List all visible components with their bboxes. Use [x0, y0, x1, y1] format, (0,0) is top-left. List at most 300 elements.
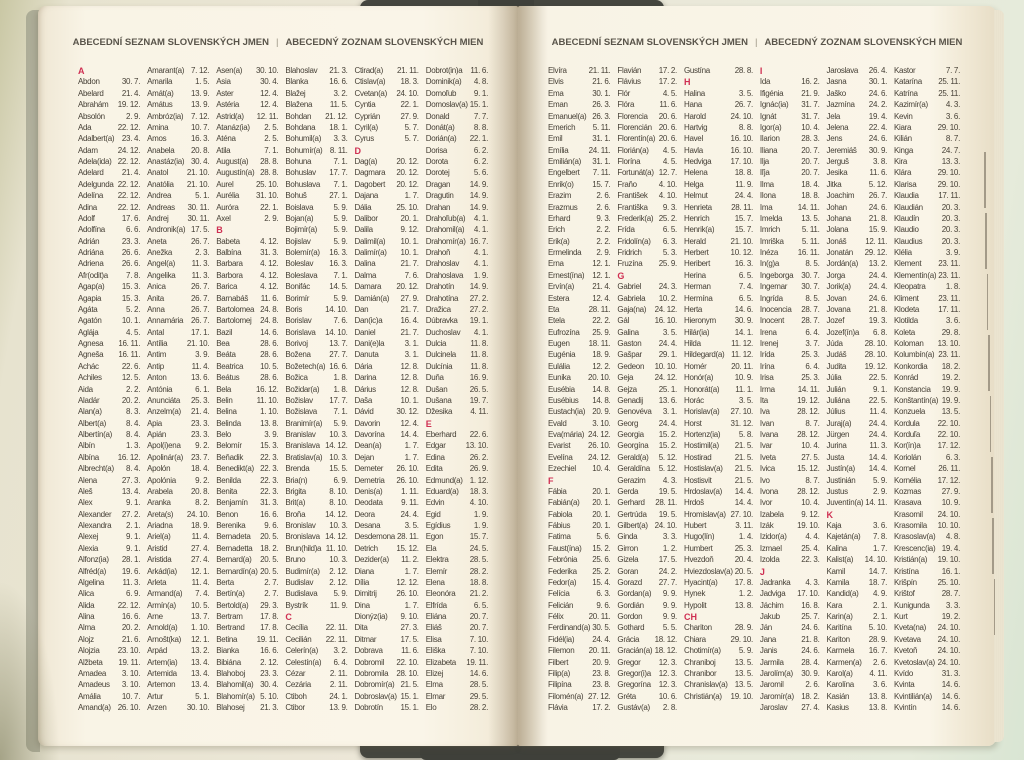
name-column: [216, 66, 278, 732]
name-entry: Genadij 13. 6.: [617, 395, 677, 405]
name-entry: Drahoľub(a) 4. 1.: [425, 213, 488, 223]
name-entry: Edita 26. 9.: [425, 464, 488, 474]
name-entry: Abrahám 19. 12.: [78, 100, 141, 110]
name-entry: Amand(a) 26. 10.: [78, 703, 141, 712]
name-entry: Belina 1. 10.: [216, 407, 279, 417]
letter-header: C: [285, 612, 292, 622]
name-entry: Júlia 22. 5.: [826, 373, 888, 383]
name-entry: Amát(a) 13. 9.: [147, 88, 210, 98]
name-entry: Izidor(a) 4. 4.: [759, 532, 820, 542]
name-entry: Barnabáš 11. 6.: [216, 293, 279, 303]
name-entry: Alojz 21. 6.: [78, 634, 141, 644]
name-entry: Gorazd 27. 7.: [617, 577, 677, 587]
name-entry: Justinián 5. 9.: [826, 475, 888, 485]
name-entry: Jurina 11. 3.: [826, 441, 888, 451]
name-entry: Bonifác 14. 5.: [285, 282, 348, 292]
name-entry: Artemon 13. 4.: [147, 680, 210, 690]
name-entry: Jorga 24. 4.: [826, 270, 888, 280]
name-entry: Apolinár(a) 23. 7.: [147, 452, 210, 462]
name-entry: Havel 16. 10.: [683, 134, 753, 144]
name-entry: Balbína 31. 3.: [216, 248, 279, 257]
name-entry: Bea 28. 6.: [216, 339, 279, 348]
letter-header: D: [354, 145, 362, 156]
name-entry: Dobroslav(a) 15. 1.: [354, 691, 419, 701]
name-entry: Amarila 1. 5.: [147, 77, 210, 87]
name-entry: Gabriel 24. 3.: [617, 282, 677, 292]
name-entry: Eugénia 18. 9.: [548, 350, 611, 360]
name-entry: Elena 18. 8.: [425, 577, 488, 587]
thumb-notch: [988, 335, 990, 391]
name-entry: Deora 24. 4.: [354, 509, 419, 519]
name-entry: Chranislav(a) 13. 5.: [683, 680, 753, 690]
name-entry: Honór(a) 10. 9.: [683, 373, 753, 383]
name-entry: Gerald(a) 5. 12.: [617, 452, 677, 462]
name-entry: Ermelinda 2. 9.: [548, 248, 611, 257]
name-entry: Anzelm(a) 21. 4.: [147, 407, 210, 417]
name-entry: Bohdana 18. 1.: [285, 122, 348, 132]
name-entry: Drahoslav 4. 1.: [425, 259, 488, 269]
name-entry: Ervín(a) 21. 4.: [548, 282, 611, 292]
name-entry: Bianka 16. 6.: [216, 646, 279, 656]
name-entry: Ctirad(a) 21. 11.: [354, 66, 419, 75]
thumb-notch: [994, 579, 996, 635]
name-entry: Božetech(a) 16. 6.: [285, 361, 348, 371]
name-column: [548, 66, 610, 732]
name-entry: Antónia 6. 1.: [147, 384, 210, 394]
name-entry: Gaja(na) 24. 12.: [617, 304, 677, 314]
name-entry: Koleta 29. 8.: [894, 327, 960, 337]
name-entry: Fidél(ia) 24. 4.: [548, 634, 611, 644]
name-entry: Alida 22. 12.: [78, 600, 141, 610]
name-entry: Dan 21. 7.: [354, 304, 419, 314]
name-entry: Enrik(o) 15. 7.: [548, 179, 611, 189]
name-entry: Borislava 14. 10.: [285, 327, 348, 337]
header-slovak: ABECEDNÝ ZOZNAM SLOVENSKÝCH MIEN: [285, 37, 484, 48]
name-entry: Jadranka 4. 3.: [759, 577, 820, 587]
name-entry: Boris 14. 10.: [285, 304, 348, 314]
name-entry: Demeter 26. 10.: [354, 464, 419, 474]
name-entry: Faust(ína) 15. 2.: [548, 543, 611, 553]
name-entry: Ima 14. 11.: [759, 202, 820, 212]
name-entry: Fábia 20. 1.: [548, 486, 611, 496]
name-entry: Izolda 22. 3.: [759, 555, 820, 565]
name-entry: Amos 16. 3.: [147, 134, 210, 144]
name-entry: Irma 14. 11.: [759, 384, 820, 394]
name-entry: Benita 22. 3.: [216, 486, 279, 496]
name-entry: Brenda 15. 5.: [285, 464, 348, 474]
name-entry: Kornel 26. 11.: [894, 464, 960, 474]
name-entry: Dobromír(a) 21. 5.: [354, 680, 419, 690]
name-entry: Františka 9. 3.: [617, 202, 677, 212]
name-entry: Ariel(a) 11. 4.: [147, 532, 210, 542]
name-entry: Dalimír(a) 10. 1.: [354, 248, 419, 257]
name-entry: Bystrík 11. 9.: [285, 600, 348, 610]
name-entry: Babeta 4. 12.: [216, 236, 279, 246]
name-column: [78, 66, 140, 732]
name-entry: Horác 3. 5.: [683, 395, 753, 405]
letter-header: B: [216, 225, 223, 236]
name-entry: Florián(a) 4. 5.: [617, 145, 677, 155]
name-entry: Felicián 9. 6.: [548, 600, 611, 610]
name-entry: Gerda 19. 5.: [617, 486, 677, 496]
name-entry: Erazim 2. 6.: [548, 191, 611, 201]
name-entry: Cyprián 27. 9.: [354, 111, 419, 121]
name-entry: Flavián 17. 2.: [617, 66, 677, 75]
name-entry: Humbert 25. 3.: [683, 543, 753, 553]
name-entry: Krescenc(ia) 19. 4.: [894, 543, 960, 553]
name-entry: Erazmus 2. 6.: [548, 202, 611, 212]
name-entry: Arkád(ia) 12. 1.: [147, 566, 210, 576]
name-entry: Amadea 3. 10.: [78, 668, 141, 678]
name-entry: Blažena 11. 5.: [285, 100, 348, 110]
name-entry: Dezider(a) 11. 2.: [354, 555, 419, 565]
name-entry: Beatrica 10. 5.: [216, 361, 279, 371]
name-entry: Cyntia 22. 1.: [354, 100, 419, 110]
name-entry: Klotilda 3. 6.: [894, 316, 960, 326]
name-entry: Dulcia 11. 8.: [425, 339, 488, 348]
name-entry: Jonatán 29. 12.: [826, 248, 888, 257]
name-entry: Imelda 13. 5.: [759, 213, 820, 223]
name-entry: Kornélia 17. 12.: [894, 475, 960, 485]
name-entry: Frederik(a) 25. 2.: [617, 213, 677, 223]
name-entry: Albín 1. 3.: [78, 441, 141, 451]
name-entry: Algelina 11. 3.: [78, 577, 141, 587]
name-entry: Georgína 15. 2.: [617, 441, 677, 451]
name-entry: Irena 6. 4.: [759, 327, 820, 337]
name-entry: Klement 23. 11.: [894, 259, 960, 269]
name-entry: Arne 13. 7.: [147, 612, 210, 621]
name-entry: Elvis 21. 6.: [548, 77, 611, 87]
name-entry: Kozmas 27. 9.: [894, 486, 960, 496]
name-entry: Jovana 21. 8.: [826, 304, 888, 314]
name-entry: Kor(ín)a 17. 12.: [894, 441, 960, 451]
name-entry: Jesika 11. 6.: [826, 168, 888, 178]
name-entry: Krasava 10. 9.: [894, 498, 960, 508]
name-entry: Anatol 21. 10.: [147, 168, 210, 178]
name-entry: Halina 3. 5.: [683, 88, 753, 98]
name-entry: Dagobert 20. 12.: [354, 179, 419, 189]
name-entry: Krištof 28. 7.: [894, 589, 960, 599]
name-entry: Helena 18. 8.: [683, 168, 753, 178]
name-entry: Celestín(a) 6. 4.: [285, 657, 348, 667]
name-entry: Benjamín 31. 3.: [216, 498, 279, 508]
name-entry: Irína 6. 4.: [759, 361, 820, 371]
name-entry: Budislava 5. 9.: [285, 589, 348, 599]
name-entry: Bohuna 7. 1.: [285, 157, 348, 166]
name-entry: Ada 22. 12.: [78, 122, 141, 132]
name-entry: Anastáz(ia) 30. 4.: [147, 157, 210, 166]
letter-header: A: [78, 66, 85, 76]
name-entry: Goran 24. 2.: [617, 566, 677, 576]
name-entry: Gilbert(a) 24. 10.: [617, 521, 677, 530]
name-entry: Angelika 11. 3.: [147, 270, 210, 280]
name-entry: Izák 19. 10.: [759, 521, 820, 530]
header-czech: ABECEDNÍ SEZNAM SLOVENSKÝCH JMEN: [551, 37, 748, 48]
name-entry: Hostimil(a) 21. 5.: [683, 441, 753, 451]
name-entry: Alfréd(a) 19. 6.: [78, 566, 141, 576]
name-entry: Koloman 13. 10.: [894, 339, 960, 348]
name-entry: Ingemar 30. 7.: [759, 282, 820, 292]
name-entry: Judita 19. 12.: [826, 361, 888, 371]
name-entry: Emilián(a) 31. 1.: [548, 157, 611, 166]
name-entry: František 4. 10.: [617, 191, 677, 201]
name-entry: Bohumír(a) 8. 11.: [285, 145, 348, 155]
name-entry: Eberhard 22. 6.: [425, 430, 488, 439]
name-entry: Bartolomea 24. 8.: [216, 304, 279, 314]
name-entry: Fruzína 25. 9.: [617, 259, 677, 269]
name-entry: Johan 24. 6.: [826, 202, 888, 212]
name-entry: Albína 16. 12.: [78, 452, 141, 462]
name-entry: Antim 3. 9.: [147, 350, 210, 360]
name-entry: Dalimil(a) 10. 1.: [354, 236, 419, 246]
name-entry: Jarolím(a) 30. 9.: [759, 668, 820, 678]
name-entry: Gerazim 4. 3.: [617, 475, 677, 485]
name-entry: Armín(a) 10. 5.: [147, 600, 210, 610]
name-entry: Chotimír(a) 5. 9.: [683, 646, 753, 656]
name-entry: Katrína 25. 11.: [894, 88, 960, 98]
name-entry: Inéza 16. 11.: [759, 248, 820, 257]
name-entry: Abelard 21. 4.: [78, 88, 141, 98]
name-entry: Kristián(a) 19. 10.: [894, 555, 960, 565]
left-page: [38, 6, 518, 746]
name-entry: Berta 2. 7.: [216, 577, 279, 587]
name-entry: Angel(a) 11. 3.: [147, 259, 210, 269]
name-entry: Klaudia 17. 11.: [894, 191, 960, 201]
name-entry: Helga 11. 9.: [683, 179, 753, 189]
name-entry: Adelgunda 22. 12.: [78, 179, 141, 189]
name-entry: Erna 12. 1.: [548, 259, 611, 269]
name-entry: Bernadeta 20. 5.: [216, 532, 279, 542]
name-entry: Kleopatra 1. 8.: [894, 282, 960, 292]
name-entry: Albrecht(a) 8. 4.: [78, 464, 141, 474]
name-entry: Aristid 27. 4.: [147, 543, 210, 553]
name-column: [894, 66, 960, 732]
name-entry: Arpád 13. 2.: [147, 646, 210, 656]
name-entry: Džesika 4. 11.: [425, 407, 488, 417]
name-entry: Astrid(a) 12. 11.: [216, 111, 279, 121]
name-entry: Karin(a) 2. 1.: [826, 612, 888, 621]
name-entry: Amadeus 3. 10.: [78, 680, 141, 690]
letter-header: K: [826, 509, 833, 520]
name-entry: Duňa 16. 9.: [425, 373, 488, 383]
name-entry: Gregorína 12. 3.: [617, 680, 677, 690]
name-entry: Cvetan(a) 24. 10.: [354, 88, 419, 98]
name-entry: Hyacint(a) 17. 8.: [683, 577, 753, 587]
name-entry: Klementín(a) 23. 11.: [894, 270, 960, 280]
name-entry: Damara 20. 12.: [354, 282, 419, 292]
name-entry: Hromislav(a) 27. 10.: [683, 509, 753, 519]
name-entry: Kastor 7. 7.: [894, 66, 960, 75]
name-entry: Hostisvit 21. 5.: [683, 475, 753, 485]
name-entry: Erhard 9. 3.: [548, 213, 611, 223]
name-entry: Kamil 14. 7.: [826, 566, 888, 576]
right-page-name-columns: [548, 66, 960, 732]
name-entry: Henrieta 28. 11.: [683, 202, 753, 212]
name-entry: Krasomil 24. 10.: [894, 509, 960, 519]
name-entry: Klaudián 20. 3.: [894, 202, 960, 212]
name-entry: Atila 7. 1.: [216, 145, 279, 155]
name-entry: Elvíra 21. 11.: [548, 66, 611, 75]
name-entry: Emília 24. 11.: [548, 145, 611, 155]
name-entry: Adelína 22. 12.: [78, 191, 141, 201]
name-entry: Flór 4. 5.: [617, 88, 677, 98]
name-entry: Herald 21. 10.: [683, 236, 753, 246]
name-entry: Adelard 21. 4.: [78, 168, 141, 178]
name-column: [617, 66, 677, 732]
thumb-notch: [990, 396, 992, 452]
name-entry: Absolón 2. 9.: [78, 111, 141, 121]
name-entry: Božica 1. 8.: [285, 373, 348, 383]
thumb-notch: [992, 518, 994, 574]
name-entry: Klára 29. 10.: [894, 168, 960, 178]
name-entry: Arzen 30. 10.: [147, 703, 210, 712]
name-entry: Jürgen 24. 4.: [826, 430, 888, 439]
name-entry: Geraldína 5. 12.: [617, 464, 677, 474]
name-entry: Engelbert 7. 11.: [548, 168, 611, 178]
name-entry: Dobrava 11. 6.: [354, 646, 419, 656]
name-entry: Girron 1. 2.: [617, 543, 677, 553]
letter-header: E: [425, 418, 432, 429]
name-entry: Kinga 24. 7.: [894, 145, 960, 155]
name-entry: Klélia 3. 9.: [894, 248, 960, 257]
name-entry: Jovan 24. 6.: [826, 293, 888, 303]
name-entry: Gaston 24. 4.: [617, 339, 677, 348]
name-entry: Konštantín(a) 19. 9.: [894, 395, 960, 405]
name-entry: Eunika 20. 10.: [548, 373, 611, 383]
name-entry: Hortenz(ia) 5. 8.: [683, 430, 753, 439]
name-entry: Ernest(ína) 12. 1.: [548, 270, 611, 280]
name-entry: Albert(a) 8. 4.: [78, 418, 141, 428]
name-entry: Hubert 3. 11.: [683, 521, 753, 530]
name-entry: Ignát 31. 7.: [759, 111, 820, 121]
name-entry: Elizabeta 19. 11.: [425, 657, 488, 667]
name-entry: Dobromil 22. 10.: [354, 657, 419, 667]
name-entry: Bazil 14. 6.: [216, 327, 279, 337]
name-entry: Kunigunda 3. 3.: [894, 600, 960, 610]
name-entry: Gothard 5. 5.: [617, 623, 677, 633]
name-entry: Janis 24. 6.: [759, 646, 820, 656]
name-entry: Gregor(i)a 12. 3.: [617, 668, 677, 678]
name-entry: Dan(ic)a 16. 4.: [354, 316, 419, 326]
name-entry: Boislava 5. 9.: [285, 202, 348, 212]
name-entry: Daniel 21. 7.: [354, 327, 419, 337]
name-entry: Gál 16. 10.: [617, 316, 677, 326]
name-entry: Amátus 13. 9.: [147, 100, 210, 110]
name-entry: Hviezdoslav(a) 20. 5.: [683, 566, 753, 576]
name-entry: Alena 27. 3.: [78, 475, 141, 485]
name-entry: Adriena 26. 6.: [78, 259, 141, 269]
name-entry: Annamária 26. 7.: [147, 316, 210, 326]
name-entry: Jeremiáš 30. 9.: [826, 145, 888, 155]
name-entry: Achác 22. 6.: [78, 361, 141, 371]
name-entry: Dionýz(ia) 9. 10.: [354, 612, 419, 621]
name-entry: Justus 2. 9.: [826, 486, 888, 496]
name-entry: Andrea 5. 1.: [147, 191, 210, 201]
name-entry: Agap(a) 15. 3.: [78, 282, 141, 292]
name-entry: Gustáv(a) 2. 8.: [617, 703, 677, 712]
name-entry: Afr(odit)a 7. 8.: [78, 270, 141, 280]
name-entry: Henrik(a) 15. 7.: [683, 225, 753, 235]
name-entry: Blahosej 21. 3.: [216, 703, 279, 712]
name-entry: Bojimír(a) 5. 9.: [285, 225, 348, 235]
name-entry: Bohumil(a) 3. 3.: [285, 134, 348, 144]
name-entry: Bertold(a) 29. 3.: [216, 600, 279, 610]
name-entry: Aladár 20. 2.: [78, 395, 141, 405]
name-entry: Danuta 3. 1.: [354, 350, 419, 360]
name-entry: Korduľa 22. 10.: [894, 430, 960, 439]
name-entry: Eliška 7. 10.: [425, 646, 488, 656]
name-entry: Gordon 9. 9.: [617, 612, 677, 621]
name-entry: Jordán(a) 13. 2.: [826, 259, 888, 269]
name-entry: Jaroslava 26. 4.: [826, 66, 888, 75]
name-entry: Gabriela 10. 2.: [617, 293, 677, 303]
name-entry: Klarisa 29. 10.: [894, 179, 960, 189]
name-entry: Elo 28. 2.: [425, 703, 488, 712]
name-entry: Dragan 14. 9.: [425, 179, 488, 189]
name-entry: Jaško 24. 6.: [826, 88, 888, 98]
name-entry: Berenika 9. 6.: [216, 521, 279, 530]
name-entry: Konkordia 18. 2.: [894, 361, 960, 371]
name-entry: Alexander 27. 2.: [78, 509, 141, 519]
letter-header: G: [617, 270, 625, 281]
name-entry: Eleonóra 21. 2.: [425, 589, 488, 599]
name-entry: Eustach(ia) 20. 9.: [548, 407, 611, 417]
name-entry: Dulcinela 11. 8.: [425, 350, 488, 360]
name-entry: Cézar 2. 11.: [285, 668, 348, 678]
name-entry: Florencia 20. 6.: [617, 111, 677, 121]
name-entry: Benedikt(a) 22. 3.: [216, 464, 279, 474]
name-entry: Georgia 15. 2.: [617, 430, 677, 439]
name-entry: Ema 30. 1.: [548, 88, 611, 98]
name-entry: August(a) 28. 8.: [216, 157, 279, 166]
name-entry: Dagmara 20. 12.: [354, 168, 419, 178]
name-entry: Apol(i)ena 9. 2.: [147, 441, 210, 451]
name-entry: Apolónia 9. 2.: [147, 475, 210, 485]
name-entry: Egon 15. 7.: [425, 532, 488, 542]
name-entry: Edgar 13. 10.: [425, 441, 488, 451]
name-entry: Brit(a) 8. 10.: [285, 498, 348, 508]
name-entry: Budimír(a) 2. 12.: [285, 566, 348, 576]
name-entry: Bria(n) 6. 9.: [285, 475, 348, 485]
name-entry: Donald 7. 7.: [425, 111, 488, 121]
name-entry: Kvetoň 24. 10.: [894, 646, 960, 656]
name-entry: Ivica 15. 12.: [759, 464, 820, 474]
name-entry: Florentín(a) 20. 6.: [617, 134, 677, 144]
name-entry: Izmael 25. 4.: [759, 543, 820, 553]
name-entry: Edmund(a) 1. 12.: [425, 475, 488, 485]
name-entry: Alexandra 2. 1.: [78, 521, 141, 530]
name-entry: Ilarion 28. 3.: [759, 134, 820, 144]
name-entry: Brigita 8. 10.: [285, 486, 348, 496]
name-entry: Alina 16. 6.: [78, 612, 141, 621]
name-entry: Amália 10. 7.: [78, 691, 141, 701]
name-entry: Dražica 27. 2.: [425, 304, 488, 314]
name-entry: Dúbravka 19. 1.: [425, 316, 488, 326]
name-entry: Júda 28. 10.: [826, 339, 888, 348]
name-entry: Auróra 22. 1.: [216, 202, 279, 212]
name-entry: Jakub 25. 7.: [759, 612, 820, 621]
name-entry: Kiara 29. 10.: [894, 122, 960, 132]
name-entry: Filip(a) 23. 8.: [548, 668, 611, 678]
name-entry: Fábius 20. 1.: [548, 521, 611, 530]
name-entry: Dorotej 5. 6.: [425, 168, 488, 178]
name-entry: Erik(a) 2. 2.: [548, 236, 611, 246]
name-entry: Kandid(a) 4. 9.: [826, 589, 888, 599]
name-entry: Heribert 16. 3.: [683, 259, 753, 269]
name-entry: Atanáz(ia) 2. 5.: [216, 122, 279, 132]
name-entry: Hrdoslav(a) 14. 4.: [683, 486, 753, 496]
name-entry: Ctislav(a) 18. 3.: [354, 77, 419, 87]
